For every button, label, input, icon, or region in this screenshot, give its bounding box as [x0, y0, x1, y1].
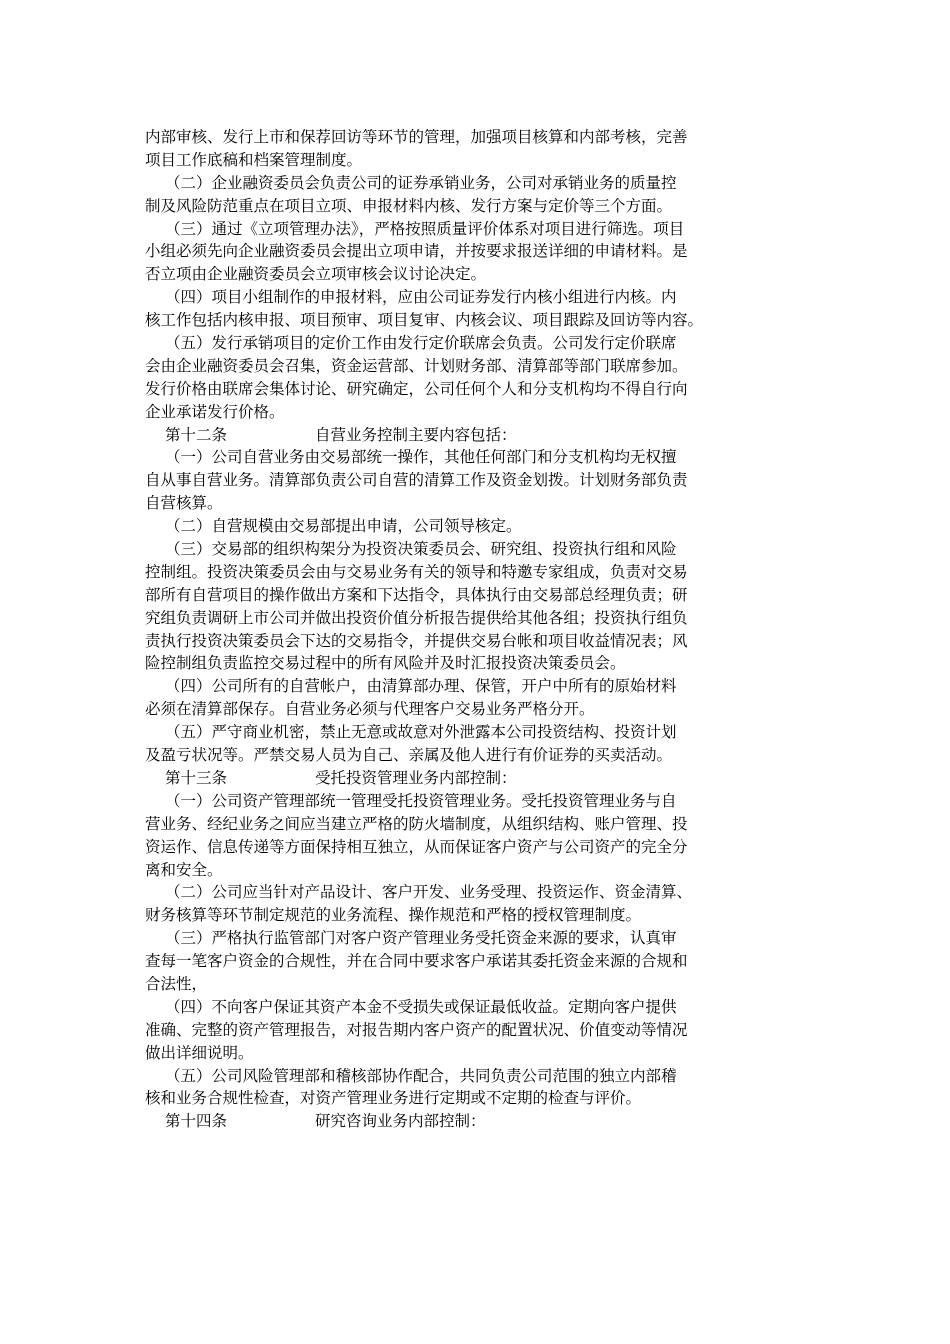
text-line: 离和安全。: [145, 860, 223, 879]
text-line: 内部审核、发行上市和保荐回访等环节的管理，加强项目核算和内部考核，完善: [145, 128, 688, 146]
text-line: 营业务、经纪业务之间应当建立严格的防火墙制度，从组织结构、账户管理、投: [145, 814, 688, 833]
article-title: 受托投资管理业务内部控制：: [315, 768, 517, 787]
article-title: 自营业务控制主要内容包括：: [315, 425, 517, 444]
text-line: （四）项目小组制作的申报材料，应由公司证券发行内核小组进行内核。内: [165, 288, 677, 307]
text-line: 险控制组负责监控交易过程中的所有风险并及时汇报投资决策委员会。: [145, 654, 626, 673]
text-line: 准确、完整的资产管理报告，对报告期内客户资产的配置状况、价值变动等情况: [145, 1020, 688, 1039]
article-title: 研究咨询业务内部控制：: [315, 1112, 486, 1131]
text-line: 核工作包括内核申报、项目预审、项目复审、内核会议、项目跟踪及回访等内容。: [145, 311, 704, 330]
text-line: （一）公司自营业务由交易部统一操作，其他任何部门和分支机构均无权擅: [165, 448, 677, 467]
text-line: （一）公司资产管理部统一管理受托投资管理业务。受托投资管理业务与自: [165, 791, 677, 810]
document-body: [145, 126, 745, 1133]
text-line: 及盈亏状况等。严禁交易人员为自己、亲属及他人进行有价证券的买卖活动。: [145, 746, 673, 765]
text-line: 资运作、信息传递等方面保持相互独立，从而保证客户资产与公司资产的完全分: [145, 837, 688, 856]
text-line: （二）公司应当针对产品设计、客户开发、业务受理、投资运作、资金清算、: [165, 883, 693, 902]
article-heading: [145, 767, 745, 790]
article-number: 第十三条: [165, 768, 228, 787]
text-line: 部所有自营项目的操作做出方案和下达指令，具体执行由交易部总经理负责；研: [145, 585, 688, 604]
text-line: （三）严格执行监管部门对客户资产管理业务受托资金来源的要求，认真审: [165, 929, 677, 948]
text-line: 否立项由企业融资委员会立项审核会议讨论决定。: [145, 265, 487, 284]
text-line: 自从事自营业务。清算部负责公司自营的清算工作及资金划拨。计划财务部负责: [145, 471, 688, 490]
text-line: （四）公司所有的自营帐户，由清算部办理、保管，开户中所有的原始材料: [165, 677, 677, 696]
text-line: （三）交易部的组织构架分为投资决策委员会、研究组、投资执行组和风险: [165, 540, 677, 559]
text-line: 制及风险防范重点在项目立项、申报材料内核、发行方案与定价等三个方面。: [145, 196, 673, 215]
text-line: （五）发行承销项目的定价工作由发行定价联席会负责。公司发行定价联席: [165, 334, 677, 353]
text-line: （二）自营规模由交易部提出申请，公司领导核定。: [165, 517, 522, 536]
text-line: 小组必须先向企业融资委员会提出立项申请，并按要求报送详细的申请材料。是: [145, 242, 688, 261]
text-line: （三）通过《立项管理办法》，严格按照质量评价体系对项目进行筛选。项目: [165, 219, 685, 238]
text-line: 会由企业融资委员会召集，资金运营部、计划财务部、清算部等部门联席参加。: [145, 356, 688, 375]
text-line: （四）不向客户保证其资产本金不受损失或保证最低收益。定期向客户提供: [165, 997, 677, 1016]
text-line: 做出详细说明。: [145, 1043, 254, 1062]
text-line: 究组负责调研上市公司并做出投资价值分析报告提供给其他各组；投资执行组负: [145, 608, 688, 627]
text-line: 合法性，: [145, 974, 208, 993]
article-heading: [145, 424, 745, 447]
text-line: 自营核算。: [145, 494, 223, 513]
article-number: 第十二条: [165, 425, 228, 444]
article-heading: [145, 1110, 745, 1133]
text-line: 查每一笔客户资金的合规性，并在合同中要求客户承诺其委托资金来源的合规和: [145, 952, 688, 971]
text-line: （五）严守商业机密，禁止无意或故意对外泄露本公司投资结构、投资计划: [165, 723, 677, 742]
text-line: 核和业务合规性检查，对资产管理业务进行定期或不定期的检查与评价。: [145, 1089, 642, 1108]
text-line: 财务核算等环节制定规范的业务流程、操作规范和严格的授权管理制度。: [145, 906, 642, 925]
text-line: 企业承诺发行价格。: [145, 402, 285, 421]
text-line: 责执行投资决策委员会下达的交易指令，并提供交易台帐和项目收益情况表；风: [145, 631, 688, 650]
text-line: （二）企业融资委员会负责公司的证券承销业务，公司对承销业务的质量控: [165, 173, 677, 192]
text-line: 发行价格由联席会集体讨论、研究确定，公司任何个人和分支机构均不得自行向: [145, 379, 688, 398]
text-line: （五）公司风险管理部和稽核部协作配合，共同负责公司范围的独立内部稽: [165, 1066, 677, 1085]
text-line: 必须在清算部保存。自营业务必须与代理客户交易业务严格分开。: [145, 700, 595, 719]
text-line: 控制组。投资决策委员会由与交易业务有关的领导和特邀专家组成，负责对交易: [145, 562, 688, 581]
text-line: 项目工作底稿和档案管理制度。: [145, 150, 363, 169]
article-number: 第十四条: [165, 1112, 228, 1131]
